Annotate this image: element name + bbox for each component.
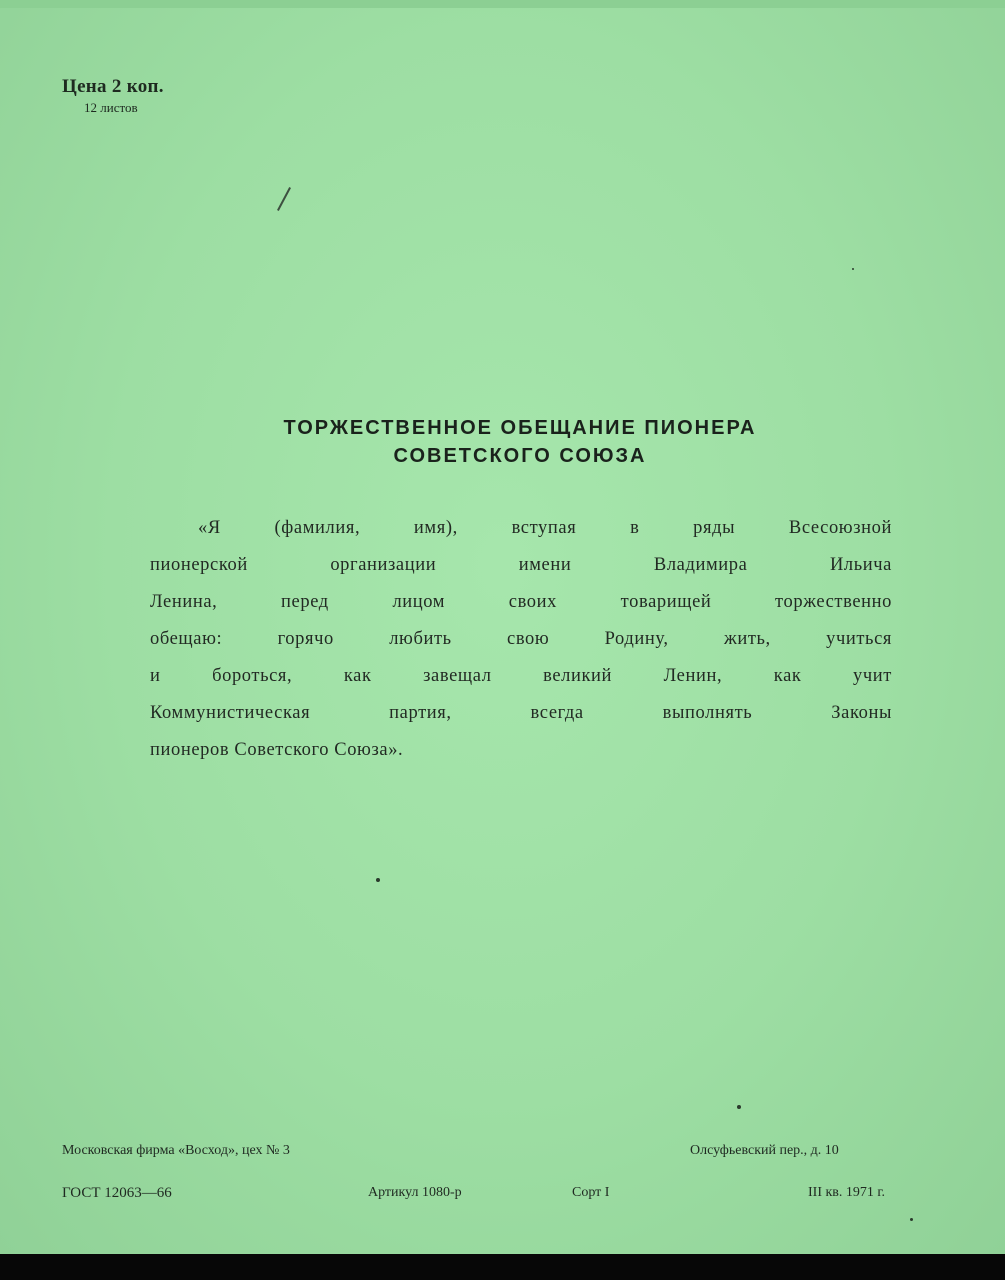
print-speck — [910, 1218, 913, 1221]
print-speck — [852, 268, 854, 270]
price-label: Цена 2 коп. — [62, 76, 164, 97]
imprint-article: Артикул 1080-р — [368, 1185, 462, 1200]
price-block — [62, 76, 262, 116]
cover-edge — [0, 0, 1005, 8]
print-speck — [737, 1105, 741, 1109]
oath-text — [150, 510, 892, 769]
imprint-grade: Сорт I — [572, 1185, 610, 1200]
oath-line: пионеров Советского Союза». — [150, 740, 404, 760]
oath-line: пионерской организации имени Владимира Ильича — [150, 555, 892, 575]
oath-subtitle: СОВЕТСКОГО СОЮЗА — [393, 445, 647, 467]
oath-line: «Я (фамилия, имя), вступая в ряды Всесоюзной — [198, 518, 892, 538]
pen-mark — [277, 187, 291, 211]
sheet-count: 12 листов — [84, 100, 138, 115]
oath-title: ТОРЖЕСТВЕННОЕ ОБЕЩАНИЕ ПИОНЕРА — [283, 417, 757, 439]
oath-line: обещаю: горячо любить свою Родину, жить, учиться — [150, 629, 892, 649]
imprint-quarter: III кв. 1971 г. — [808, 1185, 886, 1200]
imprint-manufacturer: Московская фирма «Восход», цех № 3 — [62, 1143, 290, 1158]
oath-line: и бороться, как завещал великий Ленин, как учит — [150, 666, 892, 686]
oath-line: Коммунистическая партия, всегда выполнять Законы — [150, 703, 892, 723]
imprint-address: Олсуфьевский пер., д. 10 — [690, 1143, 839, 1158]
oath-line: Ленина, перед лицом своих товарищей торжественно — [150, 592, 892, 612]
imprint-gost: ГОСТ 12063—66 — [62, 1185, 172, 1201]
print-speck — [376, 878, 380, 882]
